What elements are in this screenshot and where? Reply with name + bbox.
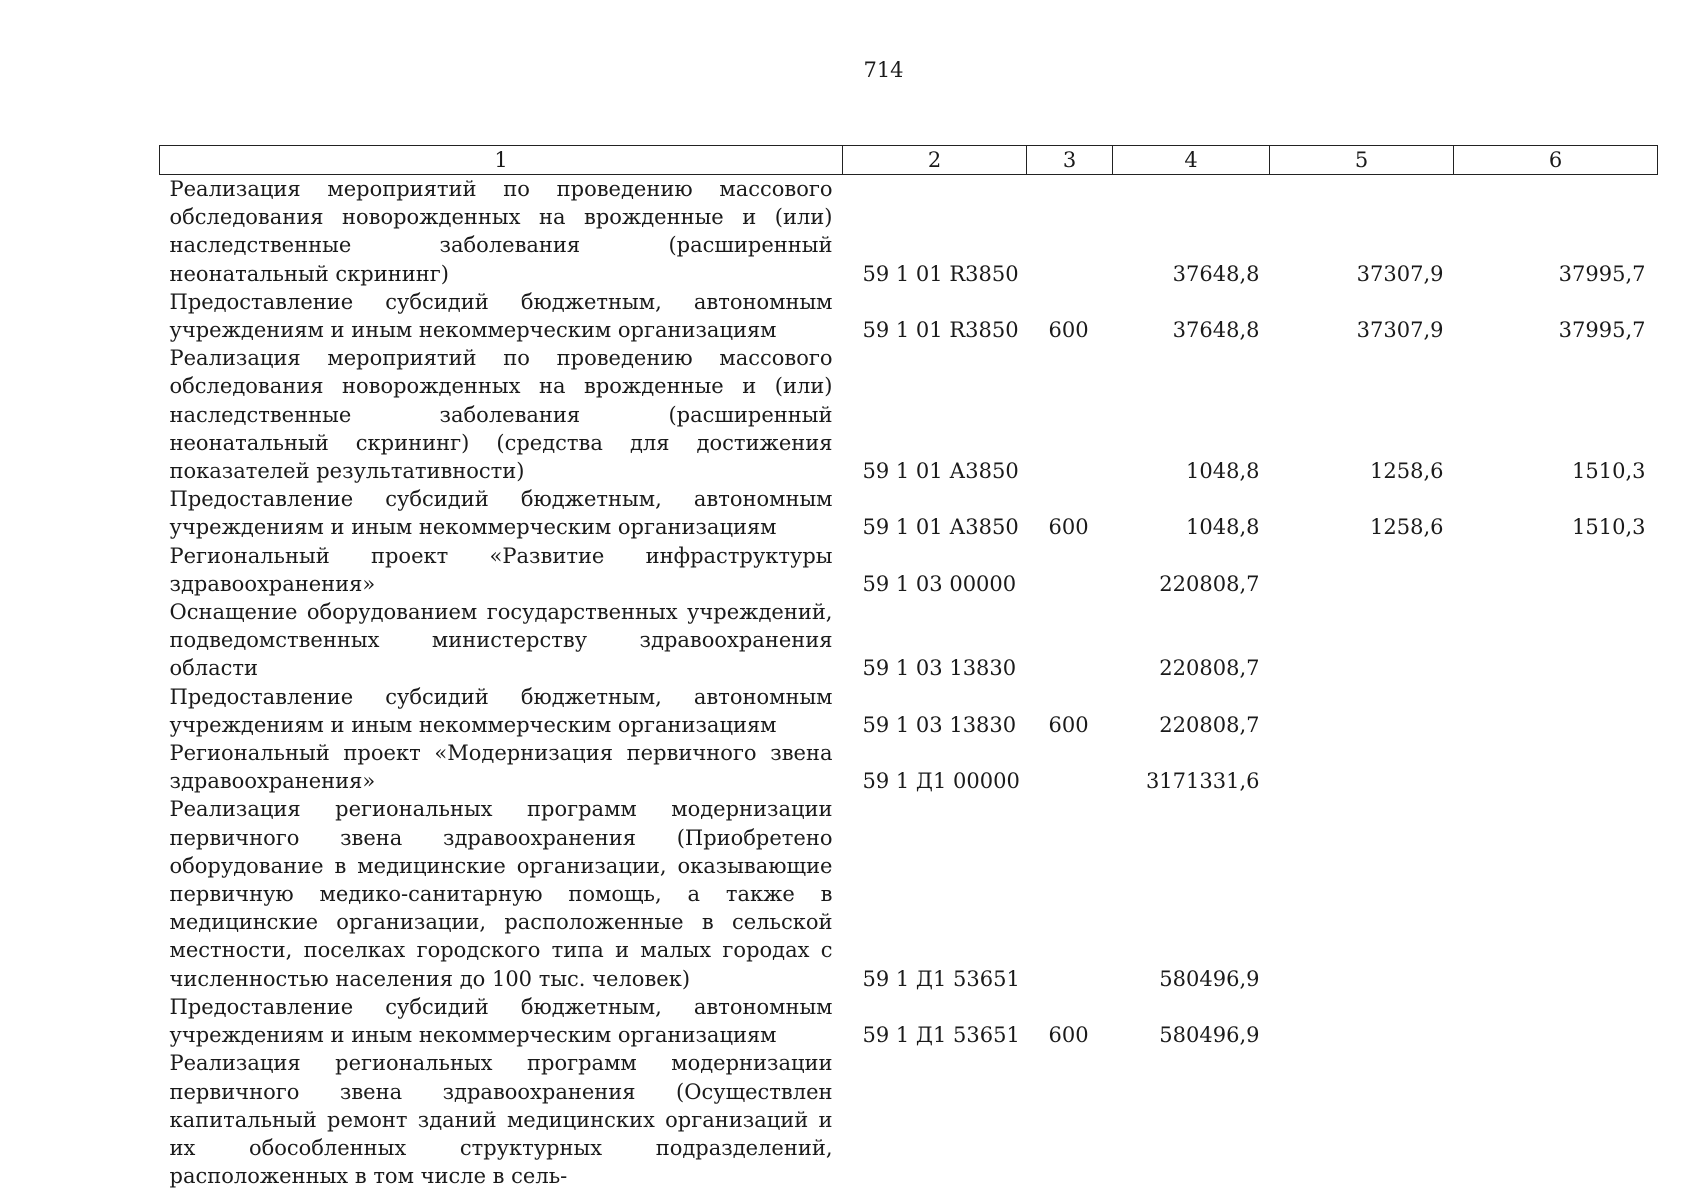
row-code (843, 1049, 1027, 1190)
row-value-col6 (1454, 1049, 1658, 1190)
row-code: 59 1 03 13830 (862, 712, 1017, 737)
row-code: 59 1 01 А3850 (862, 459, 1019, 484)
row-value-col6 (1454, 683, 1658, 739)
row-name: Предоставление субсидий бюджетным, автономным учреждениям и иным некоммерческим организациям (169, 289, 833, 343)
row-name: Предоставление субсидий бюджетным, автономным учреждениям и иным некоммерческим организациям (169, 994, 833, 1048)
row-code: 59 1 01 R3850 (862, 318, 1019, 343)
row-value-col6: 1510,3 (1572, 459, 1646, 484)
header-row (160, 146, 1658, 175)
row-value-col4: 220808,7 (1159, 712, 1260, 737)
row-value-col4: 220808,7 (1159, 571, 1260, 596)
row-value-col4: 580496,9 (1159, 1023, 1260, 1048)
row-value-col6 (1454, 598, 1658, 683)
row-expense-type: 600 (1048, 1023, 1089, 1048)
header-col-5: 5 (1270, 146, 1454, 175)
row-name: Региональный проект «Модернизация первичного звена здравоохранения» (169, 741, 833, 794)
row-value-col5 (1270, 993, 1454, 1049)
table-header (160, 146, 1658, 175)
table-body (160, 175, 1658, 1191)
row-name: Региональный проект «Развитие инфраструктуры здравоохранения» (169, 543, 833, 596)
row-name: Реализация мероприятий по проведению массового обследования новорожденных на врожденные и (или) наследственные заболевания (расширенный неонатальный скрининг) (средства для достижения показателей результативности) (169, 346, 833, 484)
row-code: 59 1 03 13830 (862, 656, 1017, 681)
row-expense-type (1027, 542, 1113, 598)
row-value-col5 (1270, 598, 1454, 683)
table-row (160, 1049, 1658, 1190)
table-row (160, 175, 1658, 288)
table-row (160, 795, 1658, 992)
row-expense-type (1027, 175, 1113, 288)
row-value-col4 (1113, 1049, 1270, 1190)
row-value-col5 (1270, 739, 1454, 795)
table-row (160, 542, 1658, 598)
row-value-col5: 37307,9 (1356, 261, 1444, 286)
row-expense-type (1027, 598, 1113, 683)
row-value-col6 (1454, 739, 1658, 795)
row-value-col6: 1510,3 (1572, 515, 1646, 540)
header-col-4: 4 (1113, 146, 1270, 175)
row-code: 59 1 01 R3850 (862, 261, 1019, 286)
page-number: 714 (863, 58, 904, 82)
row-name: Реализация мероприятий по проведению массового обследования новорожденных на врожденные и (или) наследственные заболевания (расширенный неонатальный скрининг) (169, 177, 833, 286)
header-col-1: 1 (160, 146, 843, 175)
table-row (160, 683, 1658, 739)
row-value-col5: 1258,6 (1370, 515, 1444, 540)
row-name: Реализация региональных программ модернизации первичного звена здравоохранения (Приобретено оборудование в медицинские организации, оказывающие первичную медико-санитарную помощь, а также в медицинские организации, расположенные в сельской местности, поселках городского типа и малых городах с численностью населения до 100 тыс. человек) (169, 797, 833, 991)
table-row (160, 598, 1658, 683)
row-expense-type: 600 (1048, 515, 1089, 540)
row-value-col5 (1270, 683, 1454, 739)
row-name: Предоставление субсидий бюджетным, автономным учреждениям и иным некоммерческим организациям (169, 487, 833, 540)
table-row (160, 485, 1658, 541)
row-expense-type: 600 (1048, 318, 1089, 343)
row-expense-type (1027, 344, 1113, 485)
table-row (160, 344, 1658, 485)
row-code: 59 1 Д1 00000 (862, 769, 1020, 794)
row-value-col4: 1048,8 (1186, 459, 1260, 484)
row-name: Предоставление субсидий бюджетным, автономным учреждениям и иным некоммерческим организациям (169, 684, 833, 737)
row-value-col4: 580496,9 (1159, 966, 1260, 991)
row-value-col6 (1454, 993, 1658, 1049)
row-value-col4: 220808,7 (1159, 656, 1260, 681)
row-expense-type (1027, 1049, 1113, 1190)
row-expense-type (1027, 739, 1113, 795)
row-value-col5 (1270, 1049, 1454, 1190)
row-code: 59 1 Д1 53651 (862, 966, 1020, 991)
header-col-6: 6 (1454, 146, 1658, 175)
row-expense-type: 600 (1048, 712, 1089, 737)
table-row (160, 288, 1658, 344)
row-value-col4: 3171331,6 (1145, 769, 1260, 794)
row-value-col5 (1270, 542, 1454, 598)
table-row (160, 739, 1658, 795)
row-value-col5 (1270, 795, 1454, 992)
row-code: 59 1 01 А3850 (862, 515, 1019, 540)
budget-table (159, 145, 1658, 1190)
row-value-col5: 1258,6 (1370, 459, 1444, 484)
row-name: Оснащение оборудованием государственных учреждений, подведомственных министерству здравоохранения области (169, 600, 833, 681)
row-value-col6 (1454, 542, 1658, 598)
row-value-col6: 37995,7 (1558, 261, 1646, 286)
row-value-col6: 37995,7 (1558, 318, 1646, 343)
row-value-col4: 37648,8 (1172, 261, 1260, 286)
row-expense-type (1027, 795, 1113, 992)
header-col-3: 3 (1027, 146, 1113, 175)
row-value-col6 (1454, 795, 1658, 992)
table-row (160, 993, 1658, 1049)
row-value-col4: 37648,8 (1172, 318, 1260, 343)
header-col-2: 2 (843, 146, 1027, 175)
row-code: 59 1 03 00000 (862, 571, 1017, 596)
row-name: Реализация региональных программ модернизации первичного звена здравоохранения (Осуществлен капитальный ремонт зданий медицинских организаций и их обособленных структурных подразделений, расположенных в том числе в сель- (169, 1051, 833, 1189)
row-value-col4: 1048,8 (1186, 515, 1260, 540)
row-value-col5: 37307,9 (1356, 318, 1444, 343)
row-code: 59 1 Д1 53651 (862, 1023, 1020, 1048)
